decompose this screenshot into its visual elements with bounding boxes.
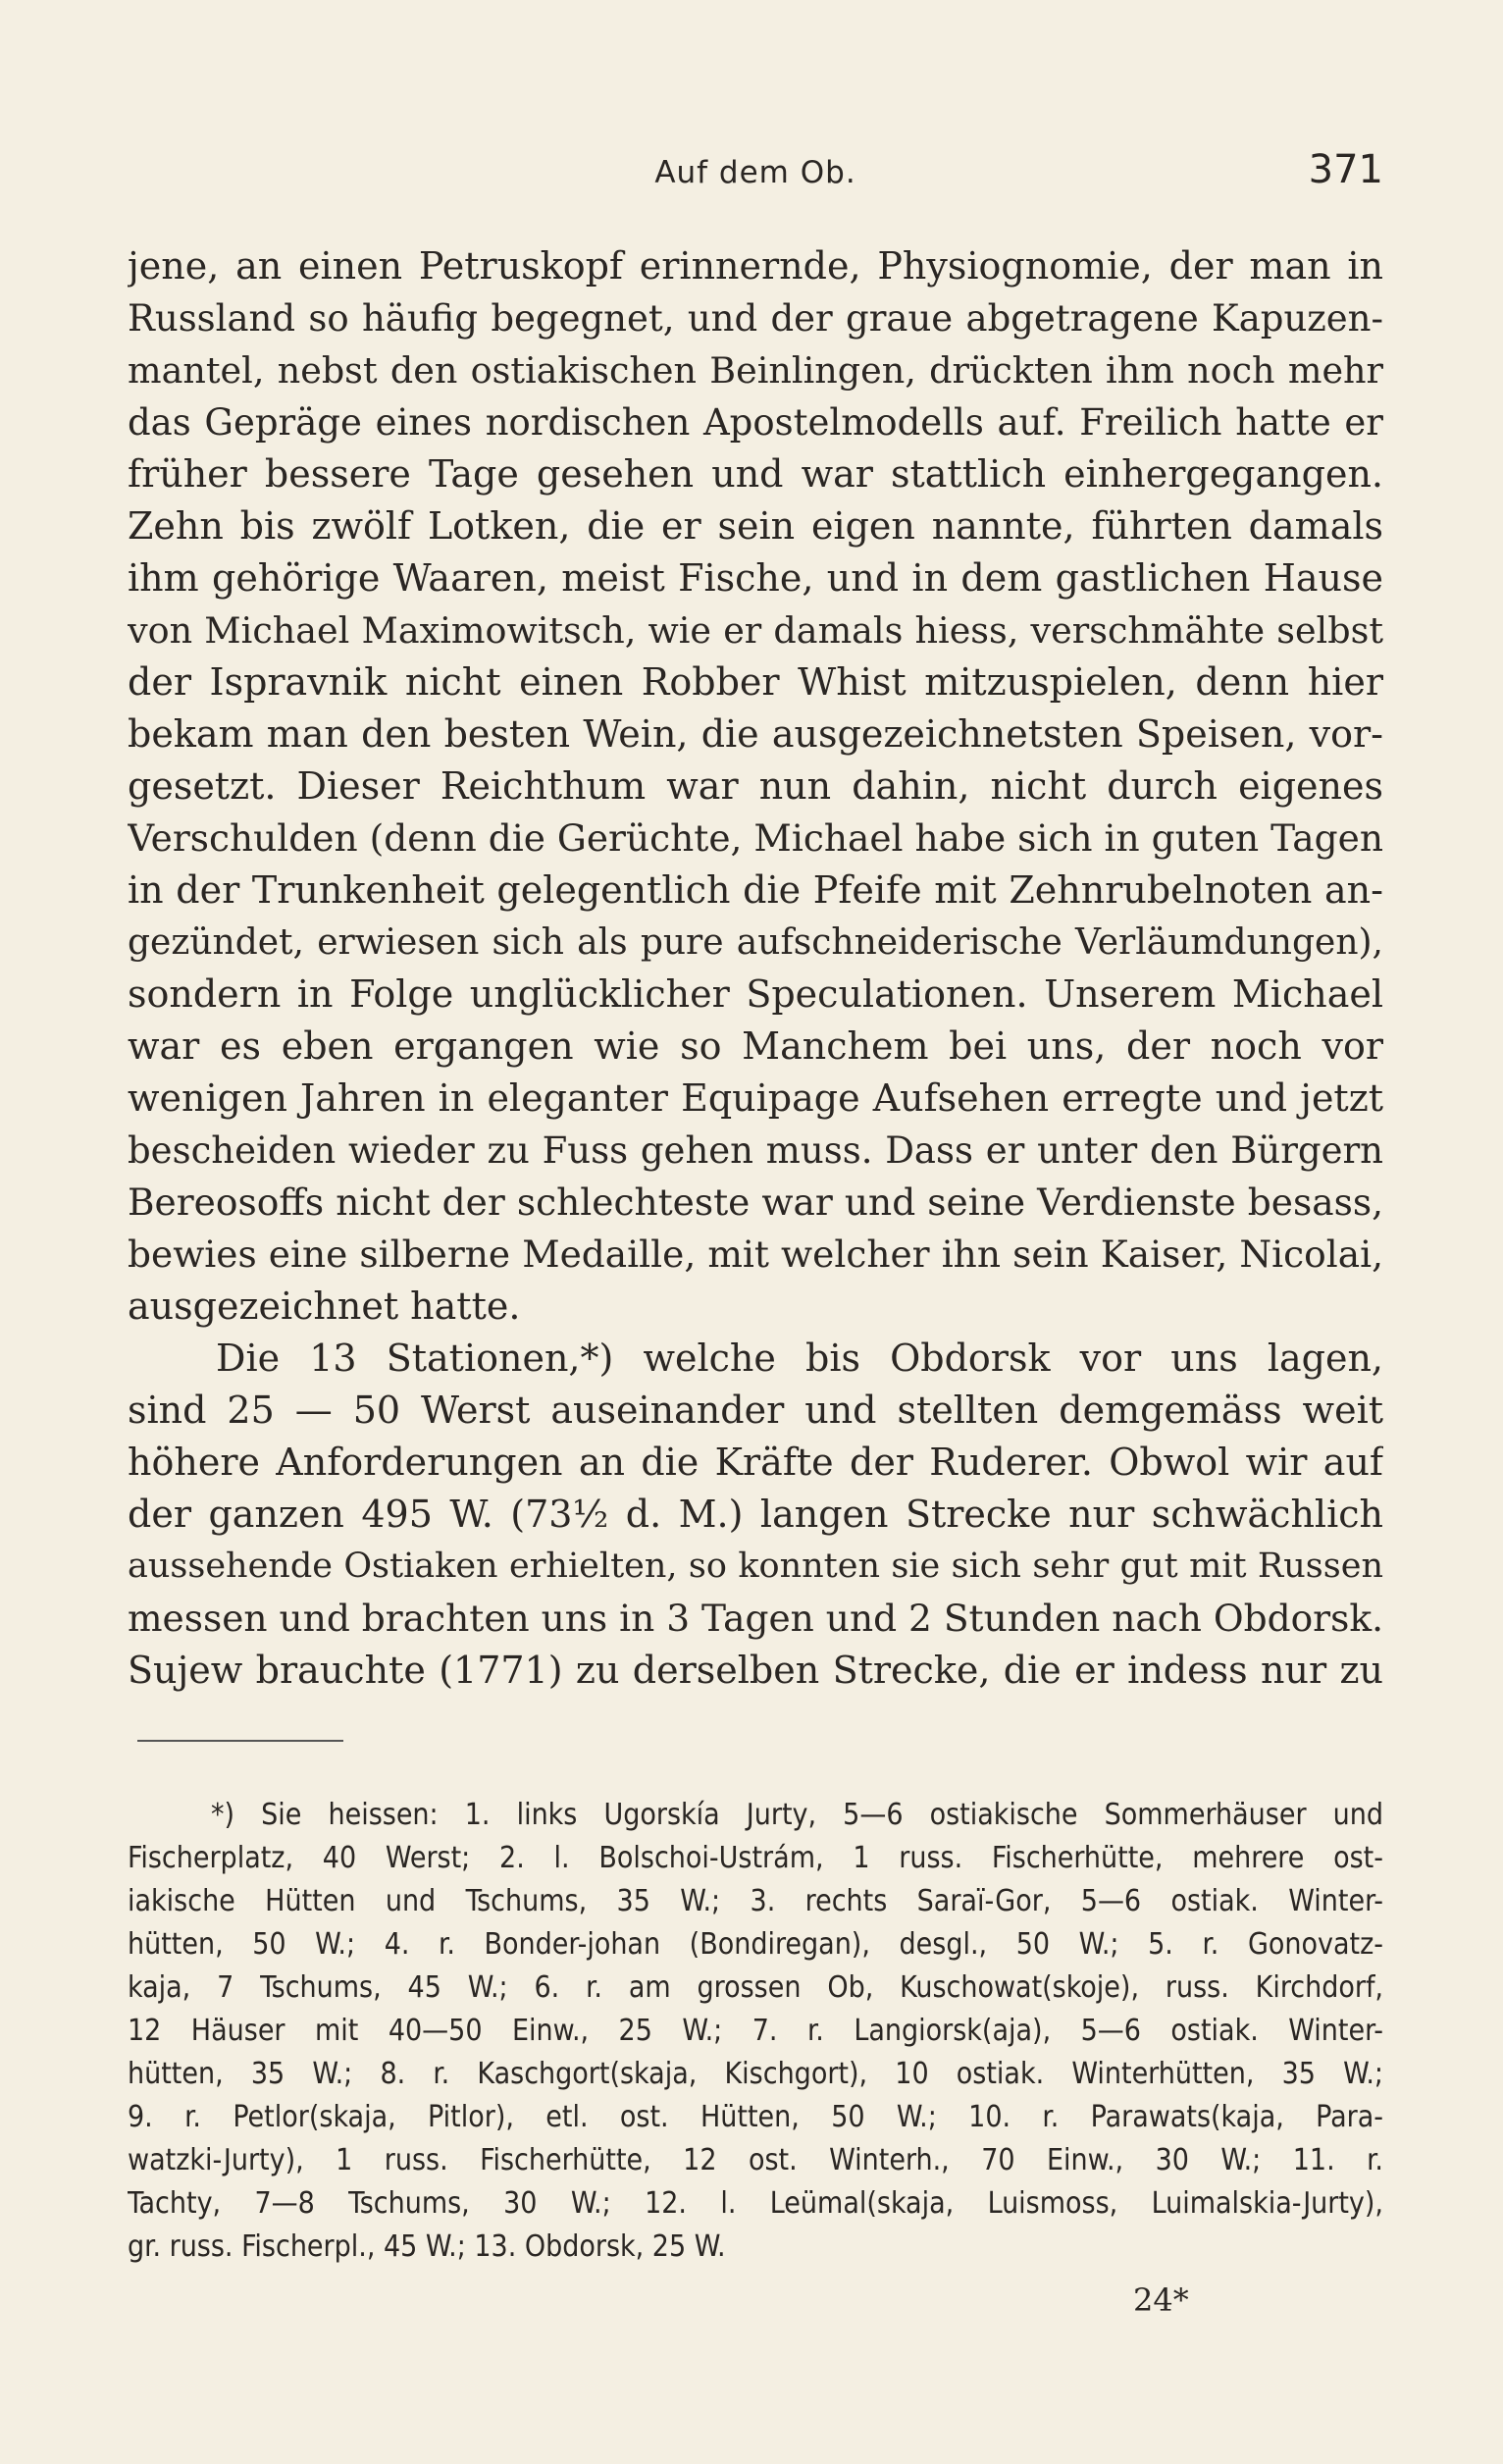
footnote-line: hütten, 50 W.; 4. r. Bonder-johan (Bondiregan), desgl., 50 W.; 5. r. Gonovatz- (128, 1927, 1383, 1962)
text-line: bewies eine silberne Medaille, mit welcher ihn sein Kaiser, Nicolai, (128, 1232, 1383, 1276)
footnote-line: gr. russ. Fischerpl., 45 W.; 13. Obdorsk, 25 W. (128, 2229, 726, 2264)
text-line: ausgezeichnet hatte. (128, 1284, 521, 1328)
footnote-line: hütten, 35 W.; 8. r. Kaschgort(skaja, Kischgort), 10 ostiak. Winterhütten, 35 W.; (128, 2057, 1383, 2091)
text-line: Zehn bis zwölf Lotken, die er sein eigen nannte, führten damals (128, 504, 1383, 548)
running-title: Auf dem Ob. (654, 155, 856, 190)
footnotes (128, 1794, 1383, 2269)
page-header (128, 147, 1383, 196)
text-line: jene, an einen Petruskopf erinnernde, Physiognomie, der man in (128, 244, 1383, 288)
text-line: von Michael Maximowitsch, wie er damals hiess, verschmähte selbst (128, 609, 1383, 652)
text-line: gesetzt. Dieser Reichthum war nun dahin, nicht durch eigenes (128, 764, 1383, 808)
page-number: 371 (1308, 147, 1383, 192)
text-line: in der Trunkenheit gelegentlich die Pfeife mit Zehnrubelnoten an- (128, 868, 1383, 912)
printer-signature: 24* (1133, 2281, 1189, 2319)
footnote-line: *) Sie heissen: 1. links Ugorskía Jurty, 5—6 ostiakische Sommerhäuser und (211, 1798, 1383, 1832)
text-line: Bereosoffs nicht der schlechteste war und seine Verdienste besass, (128, 1180, 1383, 1224)
text-line: gezündet, erwiesen sich als pure aufschneiderische Verläumdungen), (128, 922, 1383, 963)
footnote-line: Tachty, 7—8 Tschums, 30 W.; 12. l. Leümal(skaja, Luismoss, Luimalskia-Jurty), (128, 2186, 1383, 2221)
footnote-line: kaja, 7 Tschums, 45 W.; 6. r. am grossen Ob, Kuschowat(skoje), russ. Kirchdorf, (128, 1970, 1383, 2005)
text-line: ihm gehörige Waaren, meist Fische, und in dem gastlichen Hause (128, 556, 1383, 600)
text-line: bescheiden wieder zu Fuss gehen muss. Dass er unter den Bürgern (128, 1129, 1383, 1172)
text-line: wenigen Jahren in eleganter Equipage Aufsehen erregte und jetzt (128, 1076, 1383, 1120)
text-line: das Gepräge eines nordischen Apostelmodells auf. Freilich hatte er (128, 401, 1383, 444)
text-line: der ganzen 495 W. (73½ d. M.) langen Strecke nur schwächlich (128, 1493, 1383, 1536)
text-line: höhere Anforderungen an die Kräfte der Ruderer. Obwol wir auf (128, 1441, 1383, 1484)
text-line: sind 25 — 50 Werst auseinander und stellten demgemäss weit (128, 1389, 1383, 1432)
text-line: Die 13 Stationen,*) welche bis Obdorsk vor uns lagen, (216, 1337, 1383, 1380)
text-line: früher bessere Tage gesehen und war stattlich einhergegangen. (128, 452, 1383, 496)
text-line: aussehende Ostiaken erhielten, so konnten sie sich sehr gut mit Russen (128, 1547, 1383, 1586)
text-line: war es eben ergangen wie so Manchem bei uns, der noch vor (128, 1024, 1383, 1068)
text-line: Verschulden (denn die Gerüchte, Michael habe sich in guten Tagen (128, 816, 1383, 860)
text-line: bekam man den besten Wein, die ausgezeichnetsten Speisen, vor- (128, 712, 1383, 756)
footnote-line: watzki-Jurty), 1 russ. Fischerhütte, 12 ost. Winterh., 70 Einw., 30 W.; 11. r. (128, 2143, 1383, 2177)
text-line: der Ispravnik nicht einen Robber Whist mitzuspielen, denn hier (128, 660, 1383, 704)
text-line: sondern in Folge unglücklicher Speculationen. Unserem Michael (128, 972, 1383, 1016)
text-line: Russland so häufig begegnet, und der graue abgetragene Kapuzen- (128, 297, 1383, 340)
text-line: messen und brachten uns in 3 Tagen und 2 Stunden nach Obdorsk. (128, 1597, 1383, 1640)
footnote-line: Fischerplatz, 40 Werst; 2. l. Bolschoi-Ustrám, 1 russ. Fischerhütte, mehrere ost- (128, 1841, 1383, 1875)
main-text (128, 240, 1383, 1697)
footnote-line: 12 Häuser mit 40—50 Einw., 25 W.; 7. r. Langiorsk(aja), 5—6 ostiak. Winter- (128, 2014, 1383, 2048)
footnote-divider (137, 1740, 343, 1742)
text-line: Sujew brauchte (1771) zu derselben Strecke, die er indess nur zu (128, 1649, 1383, 1692)
text-line: mantel, nebst den ostiakischen Beinlingen, drückten ihm noch mehr (128, 349, 1383, 392)
footnote-line: 9. r. Petlor(skaja, Pitlor), etl. ost. Hütten, 50 W.; 10. r. Parawats(kaja, Para- (128, 2100, 1383, 2134)
footnote-line: iakische Hütten und Tschums, 35 W.; 3. rechts Saraï-Gor, 5—6 ostiak. Winter- (128, 1884, 1383, 1918)
